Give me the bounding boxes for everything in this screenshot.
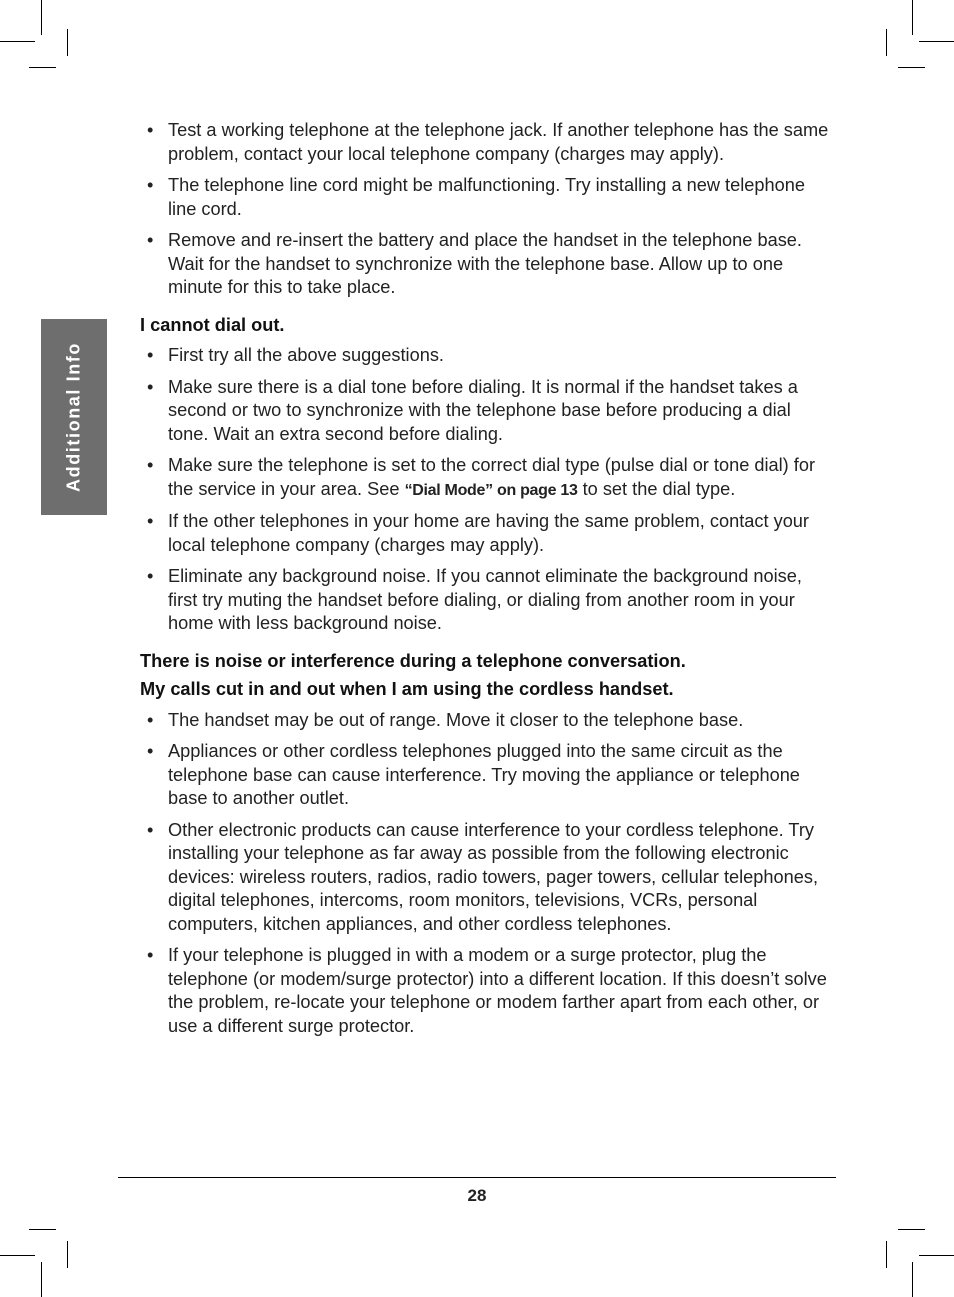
section-heading-noise: There is noise or interference during a telephone conversation. <box>140 650 686 671</box>
list-item: • If your telephone is plugged in with a modem or a surge protector, plug the telephone (or modem/surge protector) into a different location. If this doesn’t solve the problem, re-locate your telephone or modem farther apart from each other, or use a different surge protector. <box>140 944 830 1038</box>
intro-bullet-list <box>140 119 830 300</box>
section-heading-calls-cut: My calls cut in and out when I am using the cordless handset. <box>140 679 674 699</box>
crop-mark <box>919 41 954 42</box>
dial-out-bullet-list <box>140 344 830 636</box>
list-item: • First try all the above suggestions. <box>140 344 830 368</box>
side-tab-label: Additional Info <box>63 342 84 492</box>
list-item: • The handset may be out of range. Move it closer to the telephone base. <box>140 709 830 733</box>
list-item: • Other electronic products can cause interference to your cordless telephone. Try installing your telephone as far away as possible from the following electronic devices: wireless routers, radios, radio towers, pager towers, cellular telephones, digital telephones, intercoms, room monitors, televisions, VCRs, personal computers, kitchen appliances, and other cordless telephones. <box>140 819 830 937</box>
dial-mode-page-link[interactable]: “Dial Mode” on page 13 <box>404 481 578 499</box>
list-item: • If the other telephones in your home are having the same problem, contact your local telephone company (charges may apply). <box>140 510 830 557</box>
crop-mark <box>29 1229 56 1230</box>
list-item: • Remove and re-insert the battery and place the handset in the telephone base. Wait for the handset to synchronize with the telephone base. Allow up to one minute for this to take place. <box>140 229 830 300</box>
list-item: • Appliances or other cordless telephones plugged into the same circuit as the telephone base can cause interference. Try moving the appliance or telephone base to another outlet. <box>140 740 830 811</box>
list-item: • Make sure there is a dial tone before dialing. It is normal if the handset takes a second or two to synchronize with the telephone base before producing a dial tone. Wait an extra second before dialing. <box>140 376 830 447</box>
crop-mark <box>912 1262 913 1297</box>
noise-bullet-list <box>140 709 830 1039</box>
crop-mark <box>0 1255 35 1256</box>
dial-type-text-end: to set the dial type. <box>577 478 736 499</box>
crop-mark <box>67 1241 68 1268</box>
crop-mark <box>886 1241 887 1268</box>
crop-mark <box>67 29 68 56</box>
crop-mark <box>912 0 913 35</box>
crop-mark <box>919 1255 954 1256</box>
page-content <box>140 119 830 1046</box>
crop-mark <box>29 67 56 68</box>
list-item: • Test a working telephone at the telephone jack. If another telephone has the same problem, contact your local telephone company (charges may apply). <box>140 119 830 166</box>
section-side-tab <box>41 319 107 515</box>
list-item: • Eliminate any background noise. If you cannot eliminate the background noise, first try muting the handset before dialing, or dialing from another room in your home with less background noise. <box>140 565 830 636</box>
section-heading-dial-out: I cannot dial out. <box>140 314 285 335</box>
crop-mark <box>898 1229 925 1230</box>
list-item-dial-type <box>140 454 830 502</box>
crop-mark <box>0 41 35 42</box>
footer-divider <box>118 1177 836 1178</box>
crop-mark <box>886 29 887 56</box>
dial-type-text: Make sure the telephone is set to the correct dial type (pulse dial or tone dial) for the service in your area. See <box>168 455 816 499</box>
crop-mark <box>41 1262 42 1297</box>
list-item: • The telephone line cord might be malfunctioning. Try installing a new telephone line cord. <box>140 174 830 221</box>
crop-mark <box>898 67 925 68</box>
page-number: 28 <box>467 1186 487 1205</box>
crop-mark <box>41 0 42 35</box>
